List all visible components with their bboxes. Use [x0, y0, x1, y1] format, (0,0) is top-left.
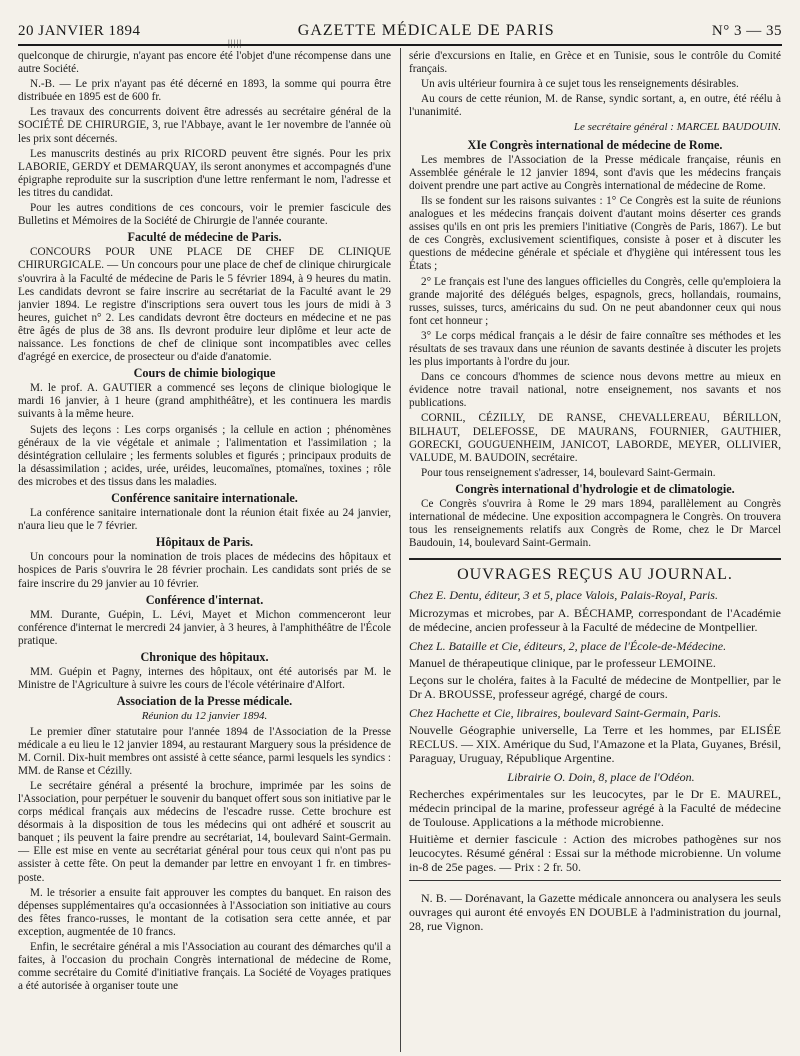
paragraph: Un avis ultérieur fournira à ce sujet tous les renseignements désirables. — [421, 78, 739, 91]
paragraph: quelconque de chirurgie, n'ayant pas encore été l'objet d'une récompense dans une autre Société. — [18, 50, 391, 76]
heading-hydrologie: Congrès international d'hydrologie et de climatologie. — [455, 481, 735, 496]
heading-faculte: Faculté de médecine de Paris. — [127, 230, 282, 245]
book-entry: Recherches expérimentales sur les leucocytes, par le Dr E. MAUREL, médecin principal de la marine, professeur agrégé à la Faculté de médecine de Toulouse. Applications a la méthode microbienne. — [409, 786, 781, 829]
paragraph: série d'excursions en Italie, en Grèce et en Tunisie, sous le contrôle du Comité français. — [409, 50, 781, 76]
paragraph: Les travaux des concurrents doivent être adressés au secrétaire général de la SOCIÉTÉ DE CHIRURGIE, 3, rue l'Abbaye, avant le 1er novembre de l'année où les prix sont décernés. — [18, 106, 391, 145]
paragraph: MM. Guépin et Pagny, internes des hôpitaux, ont été autorisés par M. le Ministre de l'Agriculture à suivre les cours de l'école vétérinaire d'Alfort. — [18, 666, 391, 692]
signature-line: Le secrétaire général : MARCEL BAUDOUIN. — [573, 121, 781, 134]
paragraph: 3° Le corps médical français a le désir de faire connaître ses méthodes et les résultats de ses travaux dans une réunion de savants destinée à discuter les projets les plus importants à l'ordre du jour. — [409, 329, 781, 369]
paragraph: 2° Le français est l'une des langues officielles du Congrès, celle qu'emploiera la grande majorité des délégués belges, espagnols, grecs, hollandais, roumains, russes, suisses, turcs, américains du sud. On ne peut abandonner ceux qui nous font cet honneur ; — [409, 275, 781, 327]
header-title: GAZETTE MÉDICALE DE PARIS — [297, 22, 555, 39]
paragraph: Le premier dîner statutaire pour l'année 1894 de l'Association de la Presse médicale a eu lieu le 12 janvier 1894, au restaurant Marguery sous la présidence de M. Cornil. Dix-huit membres ont assisté à cette séance, parmi lesquels les syndics : MM. de Ranse et Cézilly. — [18, 725, 391, 777]
paragraph: La conférence sanitaire internationale dont la réunion était fixée au 24 janvier, n'aura lieu que le 7 février. — [18, 507, 391, 533]
publisher-line: Librairie O. Doin, 8, place de l'Odéon. — [507, 769, 695, 784]
divider — [409, 880, 781, 881]
paragraph: M. le trésorier a ensuite fait approuver les comptes du banquet. En raison des dépenses supplémentaires qu'a occasionnées à l'Association son initiative au cours des fêtes franco-russes, le montant de la cotisation sera cette année, et par exception, augmentée de 10 francs. — [18, 886, 391, 938]
paragraph: Pour les autres conditions de ces concours, voir le premier fascicule des Bulletins et Mémoires de la Société de Chirurgie de l'année courante. — [18, 202, 391, 228]
page-header — [18, 14, 782, 46]
nota-bene: N. B. — Dorénavant, la Gazette médicale annoncera ou analysera les seuls ouvrages qui auront été envoyés EN DOUBLE à l'administration du journal, 28, rue Vignon. — [409, 890, 781, 933]
header-ornament: ||||| — [228, 38, 243, 48]
book-entry: Leçons sur le choléra, faites à la Faculté de médecine de Montpellier, par le Dr A. BROUSSE, professeur agrégé, chargé de cours. — [409, 672, 781, 701]
paragraph: Dans ce concours d'hommes de science nous devons mettre au mieux en évidence notre travail national, notre enseignement, nos savants et nos publications. — [409, 371, 781, 410]
paragraph: MM. Durante, Guépin, L. Lévi, Mayet et Michon commenceront leur conférence d'internat le mercredi 24 janvier, à 3 heures, à l'amphithéâtre de l'École pratique. — [18, 608, 391, 647]
right-column — [409, 50, 781, 1052]
book-entry: Microzymas et microbes, par A. BÉCHAMP, correspondant de l'Académie de médecine, ancien professeur à la Faculté de médecine de Montpellier. — [409, 605, 781, 634]
subheading-reunion: Réunion du 12 janvier 1894. — [141, 710, 268, 723]
header-date: 20 JANVIER 1894 — [18, 23, 141, 39]
paragraph: Un concours pour la nomination de trois places de médecins des hôpitaux et hospices de Paris s'ouvrira le 28 février prochain. Les candidats sont priés de se faire inscrire du 29 janvier au 10 février. — [18, 551, 391, 590]
publisher-line: Chez L. Bataille et Cie, éditeurs, 2, place de l'École-de-Médecine. — [409, 638, 727, 653]
paragraph: CONCOURS POUR UNE PLACE DE CHEF DE CLINIQUE CHIRURGICALE. — Un concours pour une place de chef de clinique chirurgicale s'ouvrira à la Faculté de médecine de Paris le 5 février 1894, à 9 heures du matin. Les candidats devront se faire inscrire au secrétariat de la Faculté avant le 29 janvier 1894. Le registre d'inscriptions sera ouvert tous les jours de midi à 3 heures, guichet n° 2. Les candidats devront être docteurs en médecine et ne pas être âgés de plus de 38 ans. Ils devront produire leur diplôme et leur acte de naissance. Les fonctions de chef de clinique sont incompatibles avec celles d'agrégé en exercice, de prosecteur ou d'aide d'anatomie. — [18, 246, 391, 364]
book-entry: Nouvelle Géographie universelle, La Terre et les hommes, par ELISÉE RECLUS. — XIX. Amérique du Sud, l'Amazone et la Plata, Guyanes, Brésil, Paraguay, Uruguay, République Argentine. — [409, 722, 781, 765]
paragraph: N.-B. — Le prix n'ayant pas été décerné en 1893, la somme qui pourra être distribuée en 1895 est de 600 fr. — [18, 78, 391, 104]
book-entry: Huitième et dernier fascicule : Action des microbes pathogènes sur nos leucocytes. Résumé général : Essai sur la méthode microbienne. Un volume in-8 de 25e pages. — Prix : 2 fr. 50. — [409, 831, 781, 874]
heading-sanitaire: Conférence sanitaire internationale. — [111, 491, 298, 505]
heading-chronique: Chronique des hôpitaux. — [140, 650, 269, 665]
heading-chimie: Cours de chimie biologique — [133, 366, 276, 381]
heading-rome: XIe Congrès international de médecine de Rome. — [467, 137, 723, 152]
paragraph: Ils se fondent sur les raisons suivantes : 1° Ce Congrès est la suite de réunions analogues et les médecins français doivent d'autant moins déserter ces grands assises qu'ils en ont pris les premiers l'initiative (Congrès de Paris, 1867). Le but de ces Congrès, exclusivement scientifiques, consiste à poser et à discuter les questions de médecine générale et spéciale et d'hygiène qui intéressent tous les États ; — [409, 194, 781, 273]
paragraph: Pour tous renseignement s'adresser, 14, boulevard Saint-Germain. — [421, 466, 716, 479]
publisher-line: Chez E. Dentu, éditeur, 3 et 5, place Valois, Palais-Royal, Paris. — [409, 588, 718, 603]
paragraph: Les manuscrits destinés au prix RICORD peuvent être signés. Pour les prix LABORIE, GERDY et DEMARQUAY, ils seront anonymes et accompagnés d'une épigraphe reproduite sur la suscription d'une lettre renfermant le nom, l'adresse et les titres du candidat. — [18, 147, 391, 199]
heading-internat: Conférence d'internat. — [145, 592, 264, 607]
header-issue: N° 3 — 35 — [711, 23, 782, 39]
signatories: CORNIL, CÉZILLY, DE RANSE, CHEVALLEREAU, BÉRILLON, BILHAUT, DELEFOSSE, DE MAURANS, FOURNIER, GAUTHIER, GORECKI, GOUGUENHEIM, JANICOT, LABORDE, MEYER, OLLIVIER, VALUDE, M. BAUDOIN, secrétaire. — [409, 412, 781, 464]
paragraph: Ce Congrès s'ouvrira à Rome le 29 mars 1894, parallèlement au Congrès international de médecine. Une exposition accompagnera le Congrès. On trouvera tous les renseignements relatifs aux Congrès de Rome, chez le Dr Marcel Baudouin, 14, boulevard Saint-Germain. — [409, 498, 781, 550]
section-title-ouvrages: OUVRAGES REÇUS AU JOURNAL. — [457, 566, 733, 584]
paragraph: Le secrétaire général a présenté la brochure, imprimée par les soins de l'Association, pour perpétuer le souvenir du banquet offert sous son initiative par le corps médical français aux médecins de l'escadre russe. Cette brochure est désormais à la disposition de tous les médecins qui ont adhéré et souscrit au banquet ; ils peuvent la faire prendre au secrétariat, 14, boulevard Saint-Germain. — Elle est mise en vente au secrétariat général pour tous ceux qui n'ont pas pu assister à cette fête. On peut la demander par lettre en envoyant 1 fr. en timbres-poste. — [18, 779, 391, 884]
section-divider — [409, 558, 781, 560]
heading-association: Association de la Presse médicale. — [116, 694, 293, 709]
paragraph: Sujets des leçons : Les corps organisés ; la cellule en action ; phénomènes généraux de la vie végétale et animale ; l'alimentation et l'assimilation ; la désintégration cellulaire ; les ferments solubles et figurés ; principaux produits de la désassimilation ; acides, urée, uréides, leucomaïnes, ptomaïnes, toxines ; rôle des microbes et des tissus dans les maladies. — [18, 423, 391, 488]
publisher-line: Chez Hachette et Cie, libraires, boulevard Saint-Germain, Paris. — [409, 705, 722, 720]
book-entry: Manuel de thérapeutique clinique, par le professeur LEMOINE. — [409, 655, 716, 670]
paragraph: Les membres de l'Association de la Presse médicale française, réunis en Assemblée générale le 12 janvier 1894, sont d'avis que les médecins français doivent prendre une part active au Congrès international de médecine de Rome. — [409, 153, 781, 192]
paragraph: Enfin, le secrétaire général a mis l'Association au courant des démarches qu'il a faites, à l'occasion du prochain Congrès international de médecine de Rome, comme secrétaire du Comité d'initiative français. La Société de Voyages pratiques a été autorisée à organiser toute une — [18, 941, 391, 993]
column-divider — [400, 48, 401, 1052]
paragraph: Au cours de cette réunion, M. de Ranse, syndic sortant, a, en outre, été réélu à l'unanimité. — [409, 93, 781, 119]
heading-hopitaux: Hôpitaux de Paris. — [155, 535, 254, 550]
paragraph: M. le prof. A. GAUTIER a commencé ses leçons de clinique biologique le mardi 16 janvier, à 1 heure (grand amphithéâtre), et les continuera les mardis suivants à la même heure. — [18, 382, 391, 421]
left-column — [18, 50, 391, 1052]
